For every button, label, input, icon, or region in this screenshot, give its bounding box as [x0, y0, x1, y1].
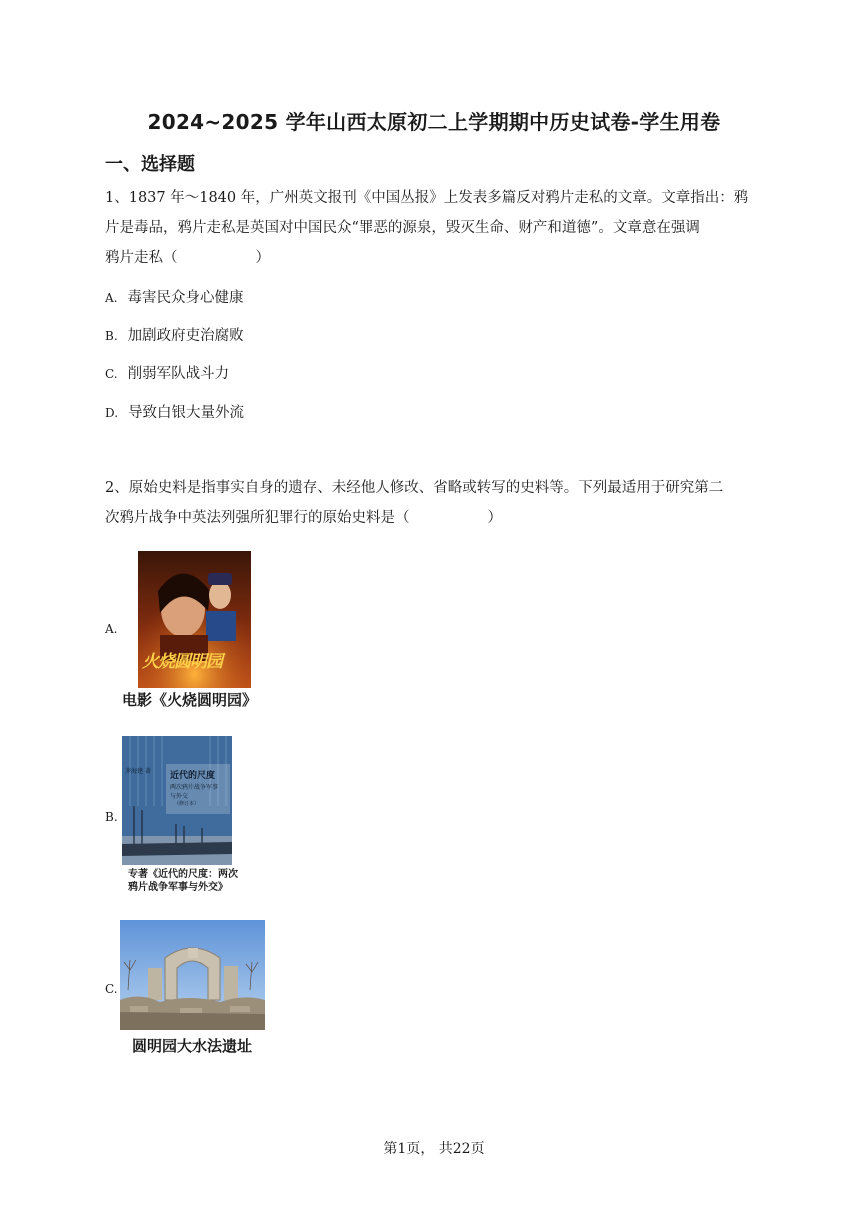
option-2b-caption: 专著《近代的尺度：两次 鸦片战争军事与外交》: [128, 869, 238, 893]
option-2c-letter[interactable]: C.: [105, 982, 118, 996]
poster-title: 火烧圆明园: [142, 652, 222, 672]
question-1-line-1: 1、1837 年～1840 年，广州英文报刊《中国丛报》上发表多篇反对鸦片走私的文章。文章指出：鸦: [105, 190, 749, 206]
cover-title: 近代的尺度: [170, 771, 216, 781]
option-2a-caption: 电影《火烧圆明园》: [122, 691, 258, 709]
option-1c[interactable]: C. 削弱军队战斗力: [105, 366, 230, 382]
section-heading: 一、选择题: [105, 154, 195, 175]
cover-author: 茅海建 著: [125, 768, 151, 775]
option-2a-letter[interactable]: A.: [105, 622, 118, 636]
option-1b[interactable]: B. 加剧政府吏治腐败: [105, 328, 244, 344]
page-footer: 第1页， 共22页: [383, 1141, 485, 1157]
movie-poster-image[interactable]: [138, 551, 251, 688]
document-title: 2024~2025 学年山西太原初二上学期期中历史试卷-学生用卷: [147, 110, 721, 134]
option-2c-caption: 圆明园大水法遗址: [132, 1037, 253, 1055]
option-2b-letter[interactable]: B.: [105, 810, 118, 824]
option-1d[interactable]: D. 导致白银大量外流: [105, 405, 245, 421]
ruins-photo-image[interactable]: [120, 920, 265, 1030]
question-2-line-1: 2、原始史料是指事实自身的遗存、未经他人修改、省略或转写的史料等。下列最适用于研究第二: [105, 480, 724, 496]
cover-subtitle-1: 两次鸦片战争军事: [170, 784, 219, 791]
option-1a[interactable]: A. 毒害民众身心健康: [105, 290, 244, 306]
cover-edition: （修订本）: [174, 801, 200, 807]
question-1-line-2: 片是毒品，鸦片走私是英国对中国民众“罪恶的源泉，毁灭生命、财产和道德”。文章意在强调: [105, 220, 700, 236]
cover-subtitle-2: 与外交: [170, 793, 189, 800]
question-1-line-3: 鸦片走私（ ）: [105, 250, 270, 266]
question-1: [105, 183, 765, 273]
question-2-line-2: 次鸦片战争中英法列强所犯罪行的原始史料是（ ）: [105, 510, 502, 526]
book-cover-image[interactable]: [122, 736, 232, 865]
question-2: [105, 473, 765, 533]
